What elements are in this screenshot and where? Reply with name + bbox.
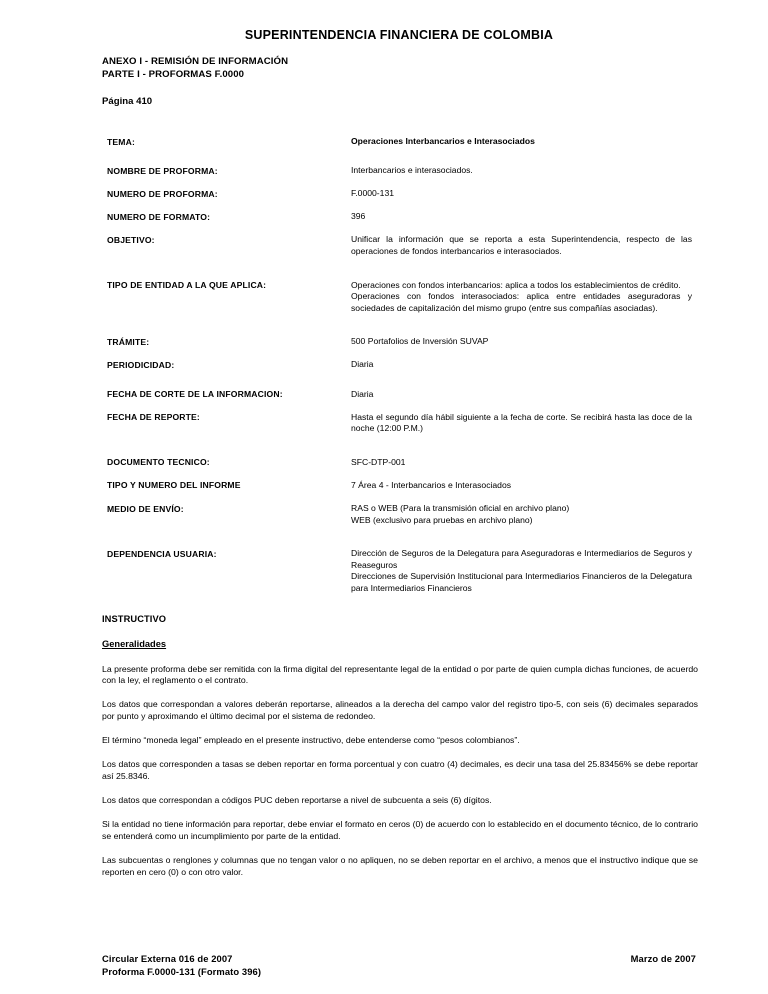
spec-label-medio-envio: MEDIO DE ENVÍO: <box>107 503 184 514</box>
instructivo-paragraph: Los datos que correspondan a valores deberán reportarse, alineados a la derecha del campo valor del registro tipo-5, con seis (6) decimales separados por punto y aproximando el último decimal por el sistema de redondeo. <box>102 699 698 722</box>
spec-label-periodicidad: PERIODICIDAD: <box>107 359 175 370</box>
instructivo-paragraph: Los datos que correspondan a códigos PUC deben reportarse a nivel de subcuenta a seis (6) dígitos. <box>102 794 492 805</box>
spec-value-medio-envio <box>351 503 692 526</box>
spec-value-periodicidad: Diaria <box>351 359 374 370</box>
spec-value-nombre-proforma: Interbancarios e interasociados. <box>351 165 473 176</box>
spec-label-numero-proforma: NUMERO DE PROFORMA: <box>107 188 218 199</box>
spacer <box>107 148 692 165</box>
spec-value-medio-envio-p1: RAS o WEB (Para la transmisión oficial en archivo plano) <box>351 503 570 513</box>
spec-row-fecha-reporte <box>107 412 692 435</box>
spacer <box>107 177 692 188</box>
spec-value-tema: Operaciones Interbancarios e Interasociados <box>351 136 535 146</box>
spacer <box>107 401 692 412</box>
instructivo-paragraph: Si la entidad no tiene información para reportar, debe enviar el formato en ceros (0) de acuerdo con lo establecido en el documento técnico, de lo contrario se entenderá como un incumplimiento por parte de la entidad. <box>102 818 698 841</box>
spec-value-dependencia-usuaria-p2: Direcciones de Supervisión Institucional para Intermediarios Financieros de la Delegatura para Intermediarios Financieros <box>351 571 692 593</box>
spec-label-fecha-corte: FECHA DE CORTE DE LA INFORMACION: <box>107 389 283 400</box>
spacer <box>107 258 692 280</box>
spec-label-tema: TEMA: <box>107 136 135 147</box>
spec-value-dependencia-usuaria-p1: Dirección de Seguros de la Delegatura para Aseguradoras e Intermediarios de Seguros y Reaseguros <box>351 548 692 570</box>
spec-value-fecha-reporte <box>351 412 692 435</box>
spec-value-medio-envio-p2: WEB (exclusivo para pruebas en archivo plano) <box>351 514 533 525</box>
spec-value-objetivo <box>351 234 692 257</box>
instructivo-subheading: Generalidades <box>102 638 167 649</box>
spec-row-numero-proforma <box>107 188 692 200</box>
spec-row-medio-envio <box>107 503 692 526</box>
spacer <box>107 372 692 389</box>
spacer <box>107 526 692 548</box>
spec-value-tipo-entidad-p1: Operaciones con fondos interbancarios: aplica a todos los establecimientos de crédito. <box>351 279 681 290</box>
spec-label-tramite: TRÁMITE: <box>107 336 150 347</box>
spec-row-periodicidad <box>107 359 692 371</box>
footer-circular-line: Circular Externa 016 de 2007 <box>102 953 233 965</box>
spec-value-numero-formato: 396 <box>351 211 366 222</box>
spec-value-tipo-entidad <box>351 280 692 315</box>
instructivo-paragraph: La presente proforma debe ser remitida con la firma digital del representante legal de la entidad o por parte de quien cumpla dichas funciones, de acuerdo con la ley, el reglamento o el contrato. <box>102 663 698 686</box>
spec-label-tipo-numero-informe: TIPO Y NUMERO DEL INFORME <box>107 480 241 491</box>
spacer <box>107 469 692 480</box>
footer-proforma-line: Proforma F.0000-131 (Formato 396) <box>102 965 262 977</box>
spec-label-dependencia-usuaria: DEPENDENCIA USUARIA: <box>107 548 217 559</box>
spec-label-tipo-entidad: TIPO DE ENTIDAD A LA QUE APLICA: <box>107 280 267 291</box>
spacer <box>107 200 692 211</box>
spec-value-tipo-numero-informe: 7 Área 4 - Interbancarios e Interasociados <box>351 479 512 490</box>
spec-label-nombre-proforma: NOMBRE DE PROFORMA: <box>107 165 218 176</box>
annex-line-2: PARTE I - PROFORMAS F.0000 <box>102 68 245 80</box>
footer-date: Marzo de 2007 <box>630 953 696 965</box>
spec-value-tipo-entidad-p2: Operaciones con fondos interasociados: aplica entre entidades aseguradoras y sociedades de capitalización del mismo grupo (entre sus compañías asociadas). <box>351 291 692 313</box>
spec-value-fecha-corte: Diaria <box>351 388 374 399</box>
document-title: SUPERINTENDENCIA FINANCIERA DE COLOMBIA <box>244 28 554 42</box>
spacer <box>107 492 692 503</box>
annex-line-1: ANEXO I - REMISIÓN DE INFORMACIÓN <box>102 56 289 67</box>
spec-row-nombre-proforma <box>107 165 692 177</box>
spec-value-numero-proforma: F.0000-131 <box>351 188 395 199</box>
spacer <box>107 348 692 359</box>
instructivo-section <box>102 614 698 879</box>
spec-value-fecha-reporte-text: Hasta el segundo día hábil siguiente a la fecha de corte. Se recibirá hasta las doce de la noche (12:00 P.M.) <box>351 411 692 434</box>
spec-row-fecha-corte <box>107 389 692 401</box>
spacer <box>107 435 692 457</box>
page-number-label: Página 410 <box>102 96 153 107</box>
spec-value-documento-tecnico: SFC-DTP-001 <box>351 456 406 467</box>
spec-row-numero-formato <box>107 211 692 223</box>
spec-row-dependencia-usuaria <box>107 548 692 594</box>
spec-row-tramite <box>107 336 692 348</box>
spec-row-documento-tecnico <box>107 457 692 469</box>
spec-label-fecha-reporte: FECHA DE REPORTE: <box>107 412 200 423</box>
specification-table <box>107 136 692 595</box>
spec-label-documento-tecnico: DOCUMENTO TECNICO: <box>107 457 210 468</box>
footer-left <box>102 953 261 978</box>
spec-row-objetivo <box>107 234 692 257</box>
spacer <box>107 314 692 336</box>
spec-label-numero-formato: NUMERO DE FORMATO: <box>107 211 211 222</box>
spec-row-tema <box>107 136 692 148</box>
page-footer <box>102 953 696 978</box>
instructivo-paragraph: El término “moneda legal” empleado en el presente instructivo, debe entenderse como “pesos colombianos”. <box>102 735 520 746</box>
instructivo-paragraph: Las subcuentas o renglones y columnas que no tengan valor o no apliquen, no se deben reportar en el archivo, a menos que el instructivo indique que se reporten en cero (0) o con otro valor. <box>102 854 698 877</box>
spec-row-tipo-numero-informe <box>107 480 692 492</box>
spec-value-tramite: 500 Portafolios de Inversión SUVAP <box>351 336 489 347</box>
spec-label-objetivo: OBJETIVO: <box>107 234 155 245</box>
spec-value-objetivo-text: Unificar la información que se reporta a esta Superintendencia, respecto de las operaciones de fondos interbancarios e interasociados. <box>351 234 692 256</box>
instructivo-paragraph: Los datos que corresponden a tasas se deben reportar en forma porcentual y con cuatro (4) decimales, es decir una tasa del 25.83456% se debe reportar así 25.8346. <box>102 759 698 781</box>
spacer <box>107 223 692 234</box>
spec-value-dependencia-usuaria <box>351 548 692 594</box>
instructivo-heading: INSTRUCTIVO <box>102 613 167 624</box>
spec-row-tipo-entidad <box>107 280 692 315</box>
